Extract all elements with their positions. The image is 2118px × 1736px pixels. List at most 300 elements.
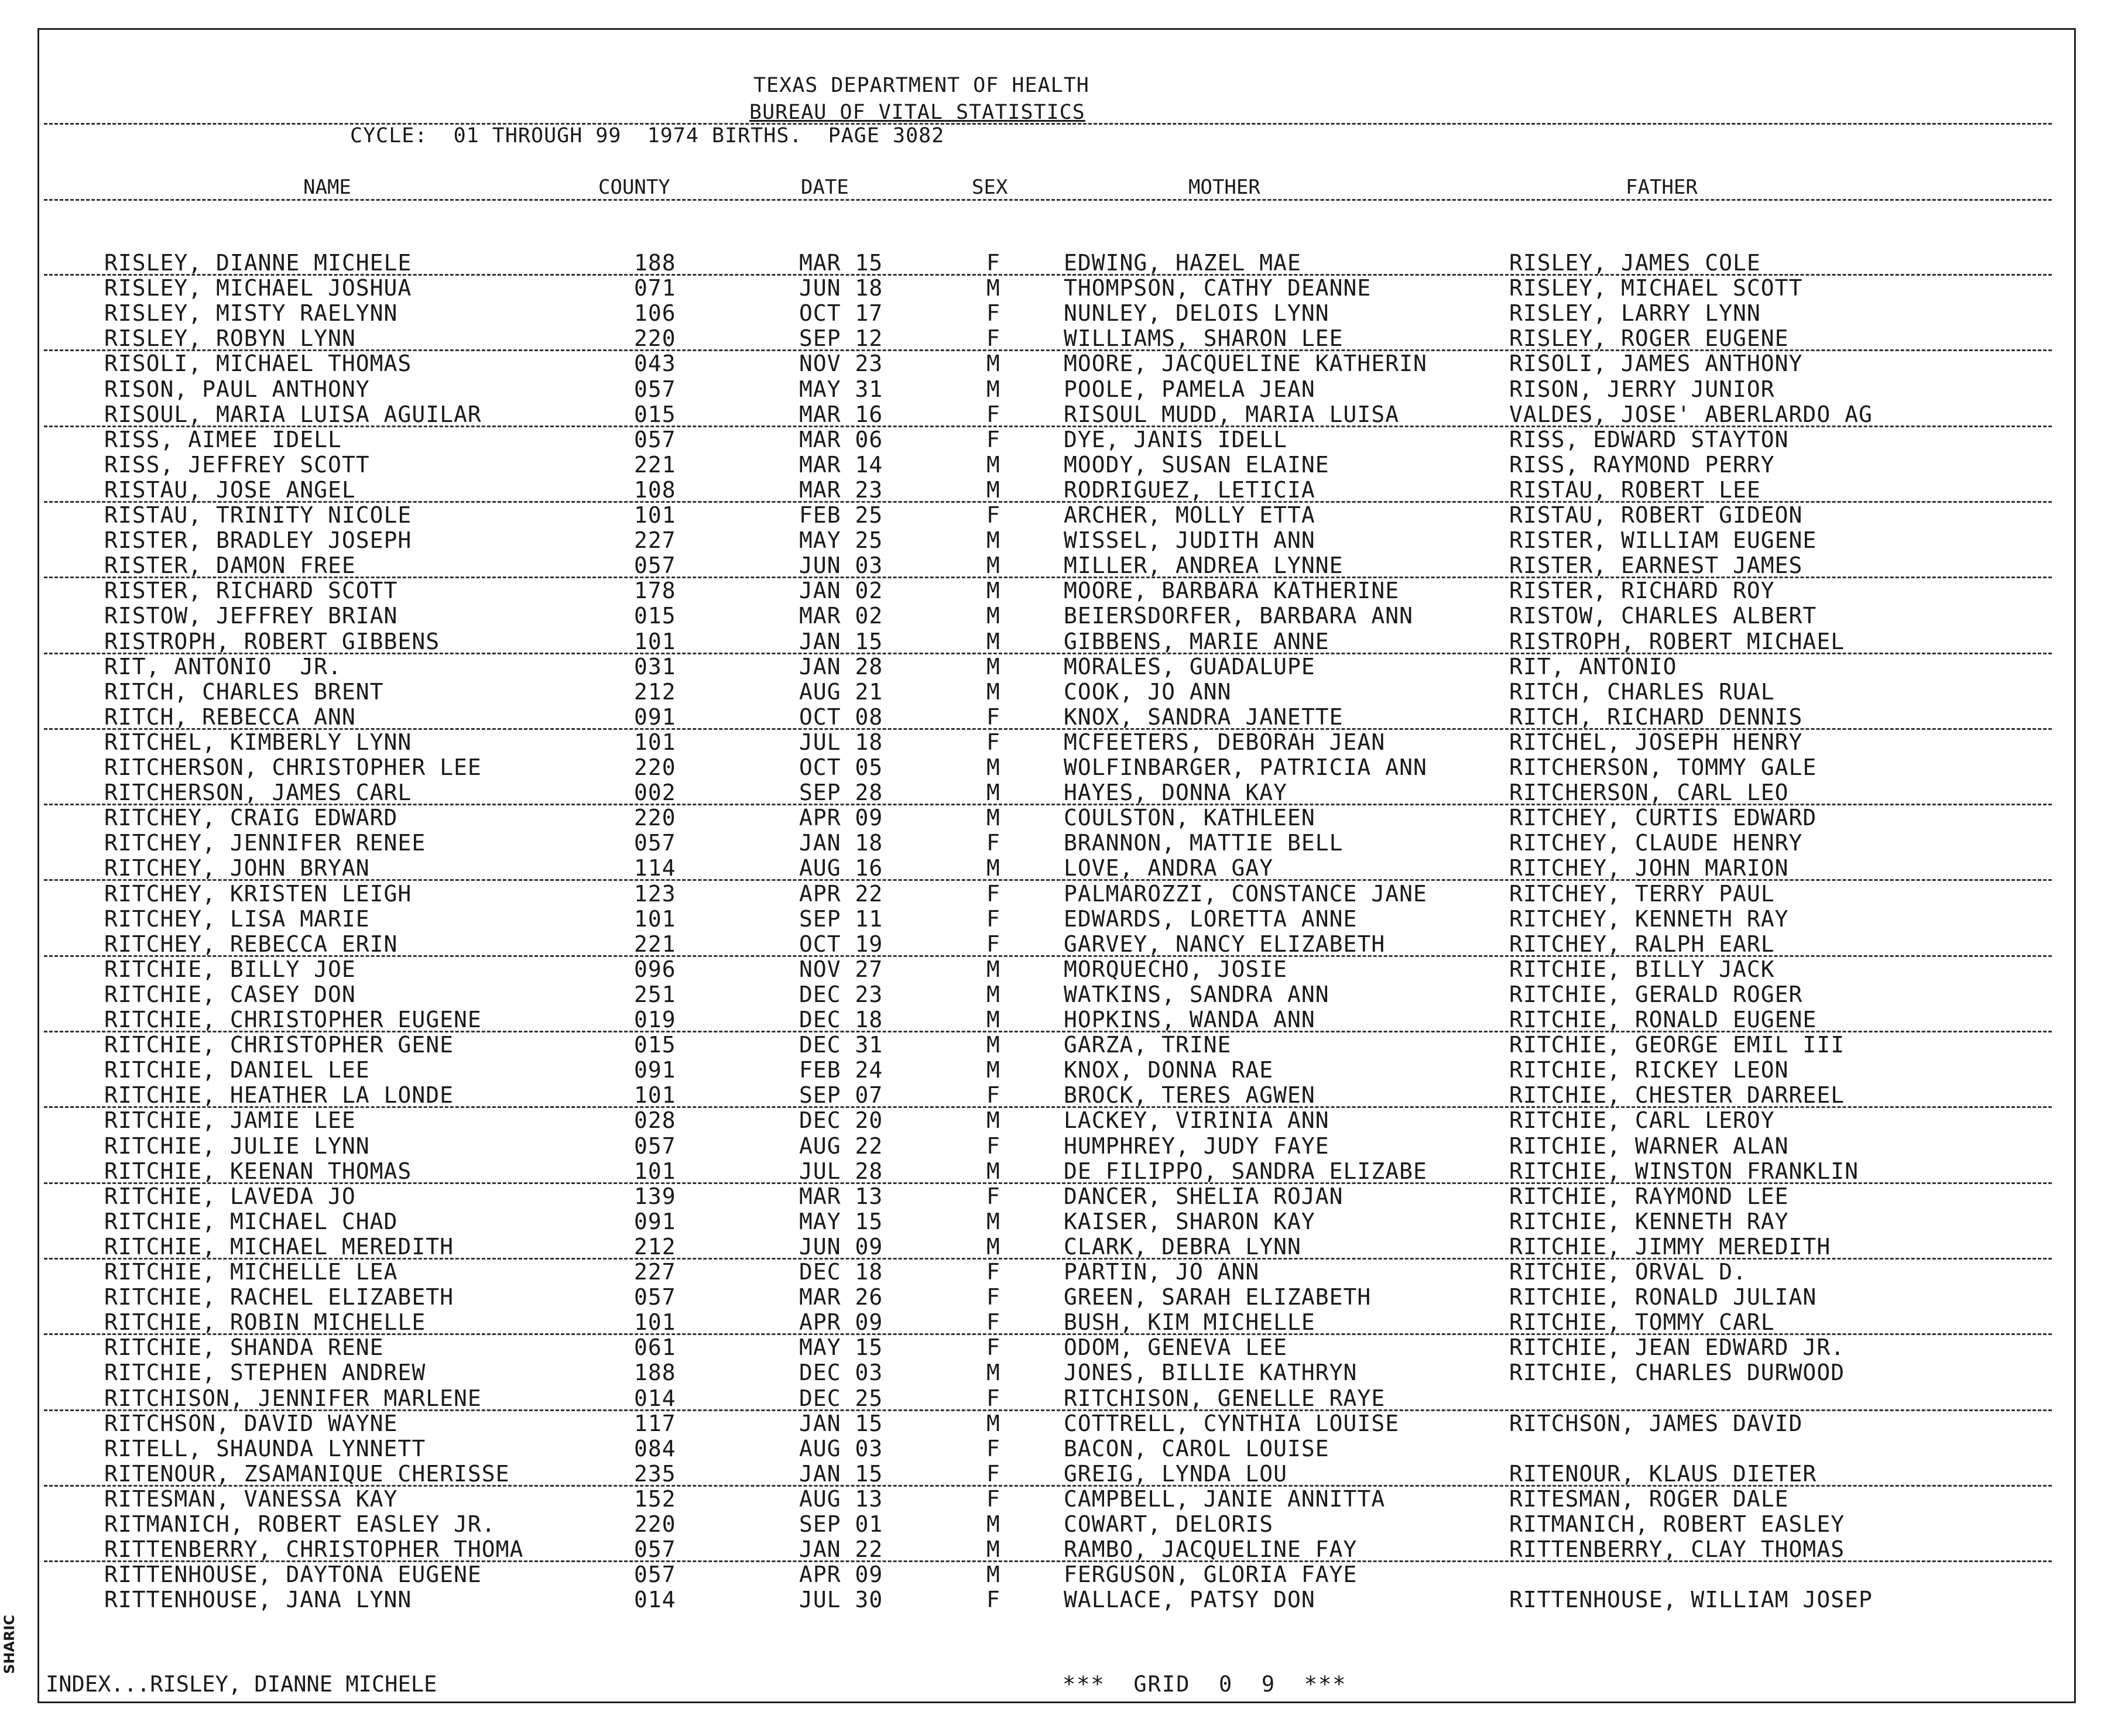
cell-mother: MORALES, GUADALUPE bbox=[1064, 653, 1315, 680]
cell-father: RITCHEY, KENNETH RAY bbox=[1509, 905, 1789, 932]
cell-mother: BEIERSDORFER, BARBARA ANN bbox=[1064, 603, 1413, 629]
table-row bbox=[0, 629, 2118, 654]
cell-date: MAY 15 bbox=[799, 1208, 883, 1234]
cell-county: 019 bbox=[634, 1007, 676, 1032]
cell-father: RITCH, CHARLES RUAL bbox=[1509, 678, 1775, 705]
cell-date: MAY 31 bbox=[799, 376, 883, 402]
cell-mother: WALLACE, PATSY DON bbox=[1064, 1587, 1315, 1613]
cell-county: 108 bbox=[634, 476, 676, 503]
table-row bbox=[0, 528, 2118, 553]
cell-mother: HAYES, DONNA KAY bbox=[1064, 780, 1288, 806]
cell-mother: FERGUSON, GLORIA FAYE bbox=[1064, 1562, 1358, 1588]
table-row bbox=[0, 1562, 2118, 1587]
cell-date: MAR 15 bbox=[799, 250, 883, 276]
cell-sex: M bbox=[986, 553, 1000, 579]
cell-county: 101 bbox=[634, 1309, 676, 1336]
cell-sex: M bbox=[986, 451, 1000, 478]
cell-sex: F bbox=[986, 1259, 1000, 1285]
side-mark: SHARIC bbox=[1, 1615, 18, 1674]
col-head-county: COUNTY bbox=[598, 176, 670, 199]
table-row bbox=[0, 1083, 2118, 1108]
table-row bbox=[0, 1461, 2118, 1487]
col-head-name: NAME bbox=[303, 176, 351, 199]
cell-name: RISLEY, ROBYN LYNN bbox=[104, 325, 356, 352]
cell-county: 057 bbox=[634, 830, 676, 856]
table-row bbox=[0, 730, 2118, 755]
cell-date: FEB 24 bbox=[799, 1057, 883, 1083]
cell-county: 015 bbox=[634, 1032, 676, 1058]
cell-father: RITCHIE, CHARLES DURWOOD bbox=[1509, 1360, 1845, 1386]
cell-father: RISLEY, ROGER EUGENE bbox=[1509, 325, 1789, 352]
cell-father: RITCHEY, CLAUDE HENRY bbox=[1509, 830, 1803, 856]
cell-county: 071 bbox=[634, 275, 676, 301]
cell-date: MAR 13 bbox=[799, 1183, 883, 1209]
cell-sex: M bbox=[986, 1536, 1000, 1563]
cell-county: 152 bbox=[634, 1485, 676, 1512]
cell-sex: M bbox=[986, 981, 1000, 1007]
cell-father: RISLEY, LARRY LYNN bbox=[1509, 300, 1761, 327]
cell-mother: JONES, BILLIE KATHRYN bbox=[1064, 1360, 1358, 1386]
table-row bbox=[0, 1260, 2118, 1285]
cell-father: RITCHIE, RONALD EUGENE bbox=[1509, 1007, 1817, 1032]
cell-name: RISOUL, MARIA LUISA AGUILAR bbox=[104, 401, 482, 427]
cell-mother: MORQUECHO, JOSIE bbox=[1064, 956, 1288, 982]
cell-name: RISTER, BRADLEY JOSEPH bbox=[104, 527, 412, 554]
footer-grid: *** GRID 0 9 *** bbox=[1063, 1672, 1347, 1697]
table-row bbox=[0, 1058, 2118, 1083]
table-row bbox=[0, 1108, 2118, 1133]
cell-father: RISON, JERRY JUNIOR bbox=[1509, 376, 1775, 402]
table-row bbox=[0, 1032, 2118, 1058]
cell-sex: M bbox=[986, 956, 1000, 982]
table-row bbox=[0, 276, 2118, 301]
cell-county: 220 bbox=[634, 805, 676, 831]
cell-name: RITCHIE, KEENAN THOMAS bbox=[104, 1158, 412, 1184]
cell-county: 057 bbox=[634, 376, 676, 402]
cell-name: RITTENHOUSE, DAYTONA EUGENE bbox=[104, 1562, 482, 1588]
cell-mother: GARVEY, NANCY ELIZABETH bbox=[1064, 931, 1386, 957]
cell-mother: DYE, JANIS IDELL bbox=[1064, 426, 1288, 452]
cell-name: RISLEY, DIANNE MICHELE bbox=[104, 250, 412, 276]
cell-mother: BUSH, KIM MICHELLE bbox=[1064, 1309, 1315, 1336]
cell-mother: MOORE, BARBARA KATHERINE bbox=[1064, 578, 1400, 604]
cell-county: 015 bbox=[634, 401, 676, 427]
cell-county: 212 bbox=[634, 678, 676, 705]
cell-date: DEC 23 bbox=[799, 981, 883, 1007]
cell-date: JUL 30 bbox=[799, 1587, 883, 1613]
cell-county: 057 bbox=[634, 1133, 676, 1159]
cell-name: RITCHIE, MICHAEL CHAD bbox=[104, 1208, 398, 1234]
table-row bbox=[0, 881, 2118, 907]
cell-sex: F bbox=[986, 250, 1000, 276]
cell-father: RITCHERSON, TOMMY GALE bbox=[1509, 754, 1817, 780]
cell-mother: COULSTON, KATHLEEN bbox=[1064, 805, 1315, 831]
cell-county: 057 bbox=[634, 553, 676, 579]
cell-county: 091 bbox=[634, 704, 676, 730]
table-row bbox=[0, 452, 2118, 478]
cell-sex: F bbox=[986, 1587, 1000, 1613]
cycle-line: CYCLE: 01 THROUGH 99 1974 BIRTHS. PAGE 3082 bbox=[350, 124, 945, 147]
cell-date: SEP 28 bbox=[799, 780, 883, 806]
cell-date: AUG 22 bbox=[799, 1133, 883, 1159]
cell-date: AUG 03 bbox=[799, 1435, 883, 1461]
cell-name: RITCHSON, DAVID WAYNE bbox=[104, 1410, 398, 1436]
cell-date: OCT 08 bbox=[799, 704, 883, 730]
cell-date: JUN 03 bbox=[799, 553, 883, 579]
cell-county: 101 bbox=[634, 628, 676, 654]
cell-father: RISOLI, JAMES ANTHONY bbox=[1509, 351, 1803, 377]
cell-date: SEP 07 bbox=[799, 1082, 883, 1109]
cell-sex: F bbox=[986, 1133, 1000, 1159]
table-row bbox=[0, 780, 2118, 805]
cell-name: RISON, PAUL ANTHONY bbox=[104, 376, 370, 402]
cell-father: RITCHIE, KENNETH RAY bbox=[1509, 1208, 1789, 1234]
cell-date: JUN 09 bbox=[799, 1233, 883, 1260]
table-row bbox=[0, 402, 2118, 427]
cell-mother: WILLIAMS, SHARON LEE bbox=[1064, 325, 1344, 352]
cell-father: RITCHEY, RALPH EARL bbox=[1509, 931, 1775, 957]
cell-sex: F bbox=[986, 300, 1000, 327]
col-head-mother: MOTHER bbox=[1188, 176, 1260, 199]
cell-date: DEC 03 bbox=[799, 1360, 883, 1386]
cell-county: 091 bbox=[634, 1057, 676, 1083]
cell-sex: M bbox=[986, 780, 1000, 806]
cell-mother: ARCHER, MOLLY ETTA bbox=[1064, 502, 1315, 528]
header-subtitle: BUREAU OF VITAL STATISTICS bbox=[749, 101, 1085, 124]
cell-county: 227 bbox=[634, 1259, 676, 1285]
cell-county: 057 bbox=[634, 1562, 676, 1588]
cell-county: 251 bbox=[634, 981, 676, 1007]
cell-sex: M bbox=[986, 476, 1000, 503]
cell-name: RITCHEL, KIMBERLY LYNN bbox=[104, 729, 412, 755]
cell-name: RITCHIE, CHRISTOPHER EUGENE bbox=[104, 1007, 482, 1032]
table-row bbox=[0, 831, 2118, 856]
cell-mother: CAMPBELL, JANIE ANNITTA bbox=[1064, 1485, 1386, 1512]
cell-county: 096 bbox=[634, 956, 676, 982]
cell-date: MAY 15 bbox=[799, 1334, 883, 1361]
cell-date: SEP 01 bbox=[799, 1511, 883, 1537]
cell-mother: MOODY, SUSAN ELAINE bbox=[1064, 451, 1329, 478]
cell-mother: ODOM, GENEVA LEE bbox=[1064, 1334, 1288, 1361]
cell-name: RITCHEY, CRAIG EDWARD bbox=[104, 805, 398, 831]
cell-father: RITCHIE, ORVAL D. bbox=[1509, 1259, 1747, 1285]
cell-name: RITCHEY, REBECCA ERIN bbox=[104, 931, 398, 957]
cell-date: MAR 02 bbox=[799, 603, 883, 629]
cell-sex: F bbox=[986, 426, 1000, 452]
cell-county: 212 bbox=[634, 1233, 676, 1260]
cell-name: RISTER, DAMON FREE bbox=[104, 553, 356, 579]
table-row bbox=[0, 553, 2118, 578]
cell-mother: POOLE, PAMELA JEAN bbox=[1064, 376, 1315, 402]
cell-county: 091 bbox=[634, 1208, 676, 1234]
cell-date: MAR 16 bbox=[799, 401, 883, 427]
cell-name: RITCHIE, LAVEDA JO bbox=[104, 1183, 356, 1209]
cell-mother: EDWARDS, LORETTA ANNE bbox=[1064, 905, 1358, 932]
cell-county: 057 bbox=[634, 1284, 676, 1310]
cell-father: RISTAU, ROBERT LEE bbox=[1509, 476, 1761, 503]
cell-father: RITCHIE, WINSTON FRANKLIN bbox=[1509, 1158, 1859, 1184]
cell-sex: M bbox=[986, 1057, 1000, 1083]
cell-mother: HOPKINS, WANDA ANN bbox=[1064, 1007, 1315, 1032]
cell-father: RISTER, WILLIAM EUGENE bbox=[1509, 527, 1817, 554]
cell-father: RITCHIE, GERALD ROGER bbox=[1509, 981, 1803, 1007]
cell-sex: F bbox=[986, 1435, 1000, 1461]
table-row bbox=[0, 1587, 2118, 1613]
cell-mother: DANCER, SHELIA ROJAN bbox=[1064, 1183, 1344, 1209]
cell-county: 227 bbox=[634, 527, 676, 554]
cell-sex: M bbox=[986, 578, 1000, 604]
cell-father: RITENOUR, KLAUS DIETER bbox=[1509, 1460, 1817, 1487]
cell-county: 178 bbox=[634, 578, 676, 604]
table-row bbox=[0, 705, 2118, 730]
cell-sex: M bbox=[986, 1233, 1000, 1260]
cell-date: MAR 14 bbox=[799, 451, 883, 478]
cell-sex: M bbox=[986, 1208, 1000, 1234]
cell-county: 061 bbox=[634, 1334, 676, 1361]
cell-mother: BROCK, TERES AGWEN bbox=[1064, 1082, 1315, 1109]
cell-mother: COOK, JO ANN bbox=[1064, 678, 1232, 705]
cell-county: 014 bbox=[634, 1587, 676, 1613]
cell-sex: F bbox=[986, 931, 1000, 957]
table-row bbox=[0, 1436, 2118, 1461]
cell-mother: RISOUL MUDD, MARIA LUISA bbox=[1064, 401, 1400, 427]
cell-mother: RITCHISON, GENELLE RAYE bbox=[1064, 1385, 1386, 1411]
cell-sex: M bbox=[986, 603, 1000, 629]
cell-sex: F bbox=[986, 401, 1000, 427]
cell-father: RITCHIE, TOMMY CARL bbox=[1509, 1309, 1775, 1336]
cell-sex: F bbox=[986, 729, 1000, 755]
cell-father: RITCHIE, RICKEY LEON bbox=[1509, 1057, 1789, 1083]
cell-name: RITELL, SHAUNDA LYNNETT bbox=[104, 1435, 426, 1461]
cell-sex: F bbox=[986, 905, 1000, 932]
cell-sex: M bbox=[986, 855, 1000, 881]
cell-sex: M bbox=[986, 628, 1000, 654]
cell-name: RITCHIE, DANIEL LEE bbox=[104, 1057, 370, 1083]
cell-mother: WOLFINBARGER, PATRICIA ANN bbox=[1064, 754, 1427, 780]
cell-sex: F bbox=[986, 1284, 1000, 1310]
cell-name: RITCH, CHARLES BRENT bbox=[104, 678, 384, 705]
cell-father: RISTOW, CHARLES ALBERT bbox=[1509, 603, 1817, 629]
table-row bbox=[0, 680, 2118, 705]
table-row bbox=[0, 1159, 2118, 1184]
cell-mother: WATKINS, SANDRA ANN bbox=[1064, 981, 1329, 1007]
cell-name: RISTOW, JEFFREY BRIAN bbox=[104, 603, 398, 629]
cell-date: MAY 25 bbox=[799, 527, 883, 554]
cell-date: NOV 27 bbox=[799, 956, 883, 982]
table-row bbox=[0, 805, 2118, 831]
cell-county: 028 bbox=[634, 1107, 676, 1134]
cell-name: RITCHIE, CASEY DON bbox=[104, 981, 356, 1007]
cell-father: RITTENHOUSE, WILLIAM JOSEP bbox=[1509, 1587, 1873, 1613]
cell-name: RISOLI, MICHAEL THOMAS bbox=[104, 351, 412, 377]
cell-county: 101 bbox=[634, 502, 676, 528]
cell-father: RITCHIE, GEORGE EMIL III bbox=[1509, 1032, 1845, 1058]
cell-sex: M bbox=[986, 805, 1000, 831]
cell-mother: COTTRELL, CYNTHIA LOUISE bbox=[1064, 1410, 1400, 1436]
cell-mother: HUMPHREY, JUDY FAYE bbox=[1064, 1133, 1329, 1159]
cell-mother: THOMPSON, CATHY DEANNE bbox=[1064, 275, 1372, 301]
cell-date: DEC 25 bbox=[799, 1385, 883, 1411]
table-row bbox=[0, 603, 2118, 629]
cell-county: 101 bbox=[634, 1082, 676, 1109]
cell-father: RISTER, EARNEST JAMES bbox=[1509, 553, 1803, 579]
cell-name: RISTAU, TRINITY NICOLE bbox=[104, 502, 412, 528]
table-row bbox=[0, 301, 2118, 326]
cell-name: RITCHIE, BILLY JOE bbox=[104, 956, 356, 982]
cell-sex: F bbox=[986, 325, 1000, 352]
table-row bbox=[0, 957, 2118, 982]
cell-name: RISTER, RICHARD SCOTT bbox=[104, 578, 398, 604]
cell-county: 139 bbox=[634, 1183, 676, 1209]
cell-mother: GIBBENS, MARIE ANNE bbox=[1064, 628, 1329, 654]
cell-mother: LACKEY, VIRINIA ANN bbox=[1064, 1107, 1329, 1134]
cell-father: RISS, EDWARD STAYTON bbox=[1509, 426, 1789, 452]
col-head-father: FATHER bbox=[1626, 176, 1698, 199]
cell-name: RISLEY, MICHAEL JOSHUA bbox=[104, 275, 412, 301]
cell-father: RITCHSON, JAMES DAVID bbox=[1509, 1410, 1803, 1436]
cell-sex: F bbox=[986, 830, 1000, 856]
table-row bbox=[0, 1512, 2118, 1537]
cell-name: RITCHIE, MICHAEL MEREDITH bbox=[104, 1233, 454, 1260]
cell-date: JUL 28 bbox=[799, 1158, 883, 1184]
table-row bbox=[0, 1386, 2118, 1411]
cell-mother: KNOX, DONNA RAE bbox=[1064, 1057, 1274, 1083]
cell-sex: M bbox=[986, 1410, 1000, 1436]
cell-father: RITCHIE, BILLY JACK bbox=[1509, 956, 1775, 982]
cell-sex: M bbox=[986, 1007, 1000, 1032]
table-row bbox=[0, 755, 2118, 780]
cell-date: NOV 23 bbox=[799, 351, 883, 377]
cell-father: RITTENBERRY, CLAY THOMAS bbox=[1509, 1536, 1845, 1563]
table-row bbox=[0, 1360, 2118, 1385]
cell-sex: M bbox=[986, 678, 1000, 705]
cell-date: APR 09 bbox=[799, 805, 883, 831]
cell-date: JUN 18 bbox=[799, 275, 883, 301]
cell-county: 220 bbox=[634, 325, 676, 352]
cell-name: RISTROPH, ROBERT GIBBENS bbox=[104, 628, 440, 654]
cell-county: 123 bbox=[634, 880, 676, 907]
cell-father: RITCH, RICHARD DENNIS bbox=[1509, 704, 1803, 730]
cell-date: DEC 20 bbox=[799, 1107, 883, 1134]
cell-name: RITCH, REBECCA ANN bbox=[104, 704, 356, 730]
cell-father: RITCHERSON, CARL LEO bbox=[1509, 780, 1789, 806]
cell-date: AUG 13 bbox=[799, 1485, 883, 1512]
table-row bbox=[0, 982, 2118, 1007]
cell-name: RITCHIE, HEATHER LA LONDE bbox=[104, 1082, 454, 1109]
table-row bbox=[0, 478, 2118, 503]
cell-name: RITCHEY, JENNIFER RENEE bbox=[104, 830, 426, 856]
cell-county: 015 bbox=[634, 603, 676, 629]
cell-date: AUG 21 bbox=[799, 678, 883, 705]
cell-county: 235 bbox=[634, 1460, 676, 1487]
cell-county: 220 bbox=[634, 1511, 676, 1537]
table-row bbox=[0, 1310, 2118, 1335]
cell-name: RISS, AIMEE IDELL bbox=[104, 426, 342, 452]
cell-mother: COWART, DELORIS bbox=[1064, 1511, 1274, 1537]
cell-name: RITCHIE, RACHEL ELIZABETH bbox=[104, 1284, 454, 1310]
table-row bbox=[0, 1537, 2118, 1562]
cell-mother: KAISER, SHARON KAY bbox=[1064, 1208, 1315, 1234]
table-row bbox=[0, 1234, 2118, 1260]
cell-father: RITCHIE, RAYMOND LEE bbox=[1509, 1183, 1789, 1209]
cell-name: RITTENHOUSE, JANA LYNN bbox=[104, 1587, 412, 1613]
cell-date: MAR 26 bbox=[799, 1284, 883, 1310]
cell-father: RITCHIE, CHESTER DARREEL bbox=[1509, 1082, 1845, 1109]
cell-father: RITCHIE, WARNER ALAN bbox=[1509, 1133, 1789, 1159]
cell-name: RITCHIE, MICHELLE LEA bbox=[104, 1259, 398, 1285]
cell-county: 031 bbox=[634, 653, 676, 680]
cell-mother: CLARK, DEBRA LYNN bbox=[1064, 1233, 1301, 1260]
col-head-date: DATE bbox=[801, 176, 849, 199]
cell-name: RITCHIE, JULIE LYNN bbox=[104, 1133, 370, 1159]
cell-sex: M bbox=[986, 351, 1000, 377]
cell-county: 101 bbox=[634, 1158, 676, 1184]
cell-date: OCT 05 bbox=[799, 754, 883, 780]
cell-father: RISTER, RICHARD ROY bbox=[1509, 578, 1775, 604]
cell-date: JUL 18 bbox=[799, 729, 883, 755]
cell-name: RITCHISON, JENNIFER MARLENE bbox=[104, 1385, 482, 1411]
cell-sex: M bbox=[986, 1562, 1000, 1588]
cell-mother: GREIG, LYNDA LOU bbox=[1064, 1460, 1288, 1487]
cell-date: JAN 15 bbox=[799, 1460, 883, 1487]
cell-county: 220 bbox=[634, 754, 676, 780]
cell-date: SEP 12 bbox=[799, 325, 883, 352]
cell-sex: M bbox=[986, 1360, 1000, 1386]
cell-date: MAR 06 bbox=[799, 426, 883, 452]
table-row bbox=[0, 377, 2118, 402]
cell-date: FEB 25 bbox=[799, 502, 883, 528]
cell-date: JAN 15 bbox=[799, 628, 883, 654]
cell-date: SEP 11 bbox=[799, 905, 883, 932]
cell-name: RITCHEY, JOHN BRYAN bbox=[104, 855, 370, 881]
cell-father: RITCHIE, RONALD JULIAN bbox=[1509, 1284, 1817, 1310]
table-row bbox=[0, 251, 2118, 276]
cell-county: 221 bbox=[634, 451, 676, 478]
cell-county: 117 bbox=[634, 1410, 676, 1436]
header-title: TEXAS DEPARTMENT OF HEALTH bbox=[753, 74, 1089, 97]
cell-sex: F bbox=[986, 1183, 1000, 1209]
cell-county: 188 bbox=[634, 1360, 676, 1386]
cell-mother: PALMAROZZI, CONSTANCE JANE bbox=[1064, 880, 1427, 907]
cell-mother: GREEN, SARAH ELIZABETH bbox=[1064, 1284, 1372, 1310]
cell-sex: M bbox=[986, 1511, 1000, 1537]
cell-date: DEC 18 bbox=[799, 1007, 883, 1032]
cell-father: RITCHIE, JEAN EDWARD JR. bbox=[1509, 1334, 1845, 1361]
cell-sex: F bbox=[986, 1385, 1000, 1411]
cell-date: APR 09 bbox=[799, 1309, 883, 1336]
cell-father: RITCHIE, CARL LEROY bbox=[1509, 1107, 1775, 1134]
cell-date: OCT 19 bbox=[799, 931, 883, 957]
cell-name: RIT, ANTONIO JR. bbox=[104, 653, 342, 680]
cell-date: MAR 23 bbox=[799, 476, 883, 503]
cell-sex: F bbox=[986, 1460, 1000, 1487]
cell-name: RITCHERSON, JAMES CARL bbox=[104, 780, 412, 806]
cell-father: VALDES, JOSE' ABERLARDO AG bbox=[1509, 401, 1873, 427]
cell-mother: BRANNON, MATTIE BELL bbox=[1064, 830, 1344, 856]
cell-name: RITCHIE, STEPHEN ANDREW bbox=[104, 1360, 426, 1386]
cell-mother: KNOX, SANDRA JANETTE bbox=[1064, 704, 1344, 730]
cell-father: RITCHEL, JOSEPH HENRY bbox=[1509, 729, 1803, 755]
cell-name: RITCHEY, KRISTEN LEIGH bbox=[104, 880, 412, 907]
cell-sex: M bbox=[986, 1032, 1000, 1058]
cell-mother: LOVE, ANDRA GAY bbox=[1064, 855, 1274, 881]
cell-name: RITMANICH, ROBERT EASLEY JR. bbox=[104, 1511, 496, 1537]
table-row bbox=[0, 1487, 2118, 1512]
cell-county: 101 bbox=[634, 729, 676, 755]
cell-father: RIT, ANTONIO bbox=[1509, 653, 1677, 680]
cell-father: RISLEY, MICHAEL SCOTT bbox=[1509, 275, 1803, 301]
cell-father: RISTAU, ROBERT GIDEON bbox=[1509, 502, 1803, 528]
